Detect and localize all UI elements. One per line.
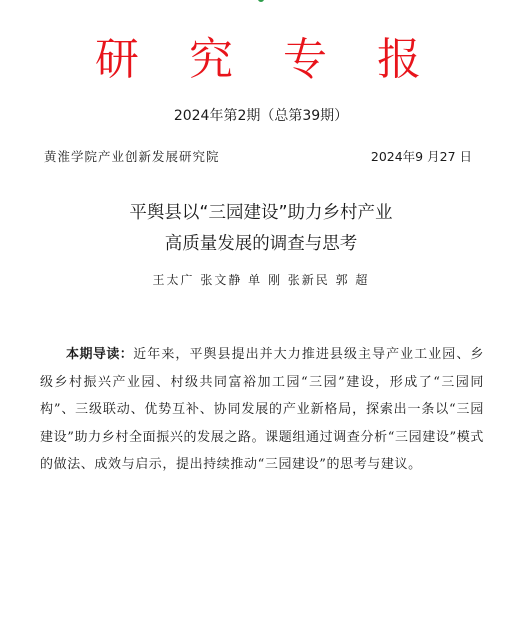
- issuer-name: 黄淮学院产业创新发展研究院: [44, 149, 220, 164]
- publish-date: 2024年9 月27 日: [370, 149, 472, 164]
- article-title: [0, 198, 522, 260]
- article-title-line-2: 高质量发展的调查与思考: [164, 234, 358, 254]
- abstract-lead: 本期导读：: [66, 347, 134, 362]
- top-marker: [258, 0, 264, 2]
- author-list: 王太广 张文静 单 刚 张新民 郭 超: [152, 273, 370, 287]
- article-title-line-1: 平舆县以“三园建设”助力乡村产业: [129, 203, 393, 223]
- issuer-row: [0, 147, 522, 167]
- abstract-paragraph: [40, 341, 484, 479]
- issue-number: 2024年第2期（总第39期）: [173, 108, 349, 124]
- abstract-body: 近年来，平舆县提出并大力推进县级主导产业工业园、乡级乡村振兴产业园、村级共同富裕加工园“三园”建设，形成了“三园同构”、三级联动、优势互补、协同发展的产业新格局，探索出一条以“三园建设”助力乡村全面振兴的发展之路。课题组通过调查分析“三园建设”模式的做法、成效与启示，提出持续推动“三园建设”的思考与建议。: [40, 347, 484, 472]
- masthead-title: 研 究 专 报: [95, 34, 439, 85]
